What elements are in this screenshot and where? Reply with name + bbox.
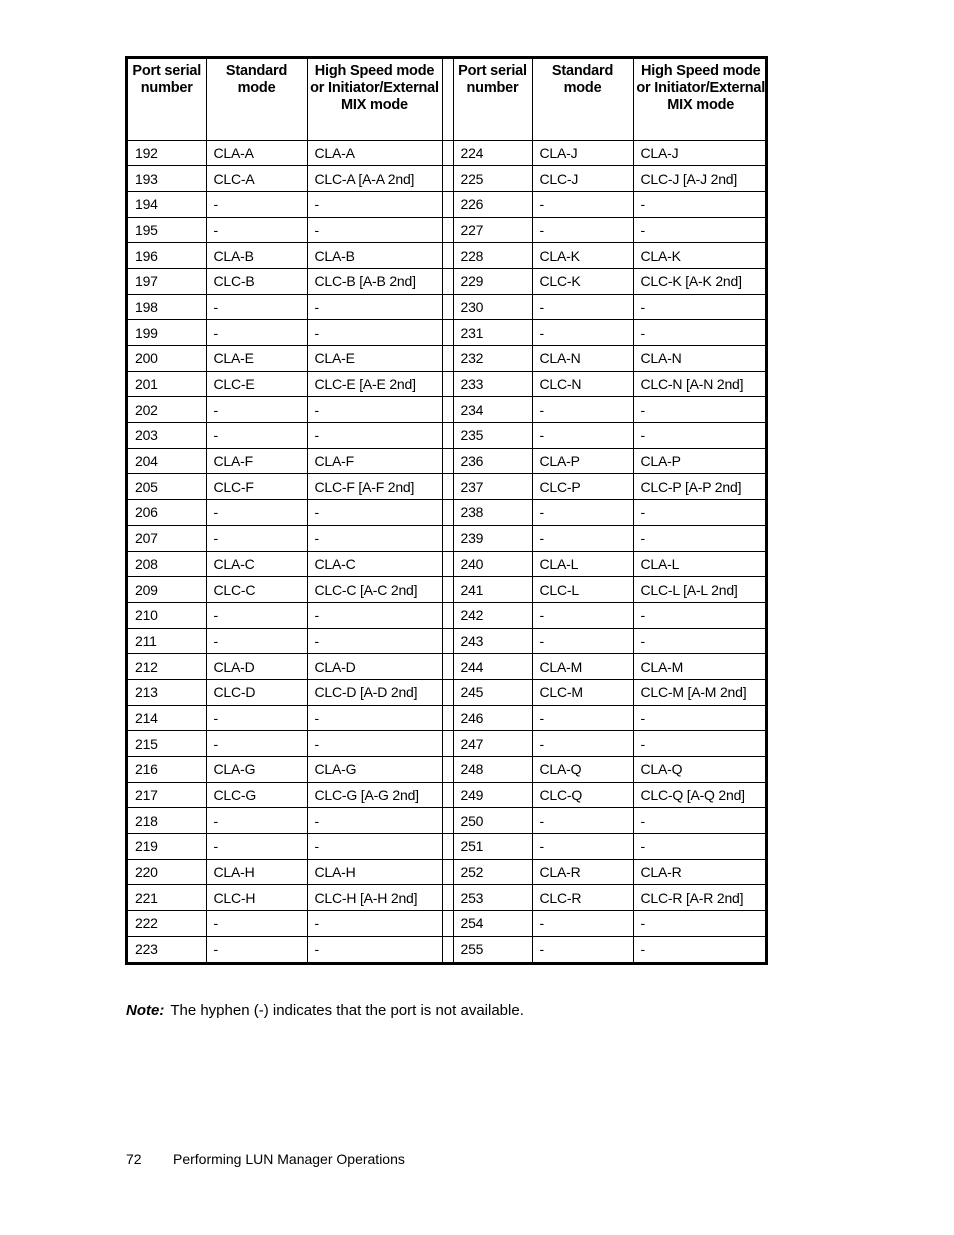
column-gap — [442, 757, 453, 783]
cell-high-speed-left: - — [307, 397, 442, 423]
cell-port-left: 215 — [128, 731, 206, 757]
cell-port-left: 202 — [128, 397, 206, 423]
cell-port-right: 241 — [453, 577, 532, 603]
table-row — [128, 191, 768, 217]
cell-standard-right: - — [532, 320, 633, 346]
cell-high-speed-right: - — [633, 705, 768, 731]
cell-high-speed-right: CLC-J [A-J 2nd] — [633, 166, 768, 192]
cell-high-speed-right: CLC-M [A-M 2nd] — [633, 679, 768, 705]
cell-port-right: 252 — [453, 859, 532, 885]
column-gap — [442, 166, 453, 192]
cell-high-speed-right: CLA-Q — [633, 757, 768, 783]
column-gap — [442, 628, 453, 654]
cell-high-speed-left: CLC-D [A-D 2nd] — [307, 679, 442, 705]
column-gap — [442, 654, 453, 680]
column-gap — [442, 423, 453, 449]
cell-standard-right: - — [532, 911, 633, 937]
cell-standard-left: - — [206, 191, 307, 217]
cell-port-left: 199 — [128, 320, 206, 346]
cell-port-left: 197 — [128, 268, 206, 294]
cell-port-right: 225 — [453, 166, 532, 192]
cell-port-left: 213 — [128, 679, 206, 705]
cell-high-speed-left: - — [307, 423, 442, 449]
cell-high-speed-left: - — [307, 834, 442, 860]
column-gap — [442, 679, 453, 705]
cell-standard-right: - — [532, 500, 633, 526]
cell-standard-right: CLC-K — [532, 268, 633, 294]
cell-port-left: 207 — [128, 525, 206, 551]
cell-standard-right: - — [532, 525, 633, 551]
cell-port-left: 194 — [128, 191, 206, 217]
cell-port-right: 230 — [453, 294, 532, 320]
page-number: 72 — [126, 1151, 142, 1167]
cell-high-speed-right: - — [633, 808, 768, 834]
cell-standard-right: CLC-R — [532, 885, 633, 911]
cell-port-left: 193 — [128, 166, 206, 192]
cell-standard-left: CLA-D — [206, 654, 307, 680]
cell-high-speed-left: CLC-G [A-G 2nd] — [307, 782, 442, 808]
cell-high-speed-left: - — [307, 320, 442, 346]
cell-standard-left: - — [206, 602, 307, 628]
table-row — [128, 500, 768, 526]
column-gap — [442, 705, 453, 731]
column-gap — [442, 320, 453, 346]
cell-standard-right: - — [532, 936, 633, 962]
cell-high-speed-right: - — [633, 217, 768, 243]
cell-port-right: 255 — [453, 936, 532, 962]
cell-standard-left: CLA-H — [206, 859, 307, 885]
table-row — [128, 243, 768, 269]
table-row — [128, 936, 768, 962]
cell-port-left: 211 — [128, 628, 206, 654]
cell-standard-left: - — [206, 294, 307, 320]
cell-standard-right: - — [532, 731, 633, 757]
cell-port-right: 247 — [453, 731, 532, 757]
cell-port-right: 234 — [453, 397, 532, 423]
cell-high-speed-left: CLA-F — [307, 448, 442, 474]
table-note — [126, 1002, 524, 1019]
cell-port-left: 204 — [128, 448, 206, 474]
cell-standard-right: CLA-N — [532, 346, 633, 372]
column-gap — [442, 217, 453, 243]
cell-standard-left: CLA-A — [206, 140, 307, 166]
table-row — [128, 268, 768, 294]
header-port-serial-left: Port serial number — [128, 59, 206, 140]
cell-standard-right: - — [532, 834, 633, 860]
cell-standard-left: - — [206, 320, 307, 346]
cell-high-speed-right: CLC-K [A-K 2nd] — [633, 268, 768, 294]
cell-standard-left: CLA-B — [206, 243, 307, 269]
cell-port-right: 237 — [453, 474, 532, 500]
cell-standard-left: CLC-B — [206, 268, 307, 294]
table-body — [128, 140, 768, 962]
column-gap — [442, 782, 453, 808]
cell-port-left: 201 — [128, 371, 206, 397]
cell-high-speed-right: - — [633, 628, 768, 654]
cell-standard-left: CLA-E — [206, 346, 307, 372]
cell-standard-right: CLA-L — [532, 551, 633, 577]
cell-high-speed-left: - — [307, 936, 442, 962]
note-label: Note: — [126, 1002, 165, 1019]
cell-port-right: 243 — [453, 628, 532, 654]
cell-port-left: 203 — [128, 423, 206, 449]
cell-port-right: 238 — [453, 500, 532, 526]
column-gap — [442, 474, 453, 500]
cell-high-speed-left: - — [307, 808, 442, 834]
cell-high-speed-left: - — [307, 705, 442, 731]
cell-port-left: 214 — [128, 705, 206, 731]
cell-high-speed-left: CLA-E — [307, 346, 442, 372]
cell-high-speed-left: - — [307, 628, 442, 654]
table-row — [128, 885, 768, 911]
cell-port-right: 239 — [453, 525, 532, 551]
table-row — [128, 140, 768, 166]
cell-standard-right: CLC-N — [532, 371, 633, 397]
footer-section-title: Performing LUN Manager Operations — [173, 1151, 405, 1167]
cell-port-left: 209 — [128, 577, 206, 603]
cell-standard-right: - — [532, 628, 633, 654]
cell-high-speed-right: CLA-L — [633, 551, 768, 577]
cell-standard-left: - — [206, 217, 307, 243]
cell-port-right: 246 — [453, 705, 532, 731]
column-gap — [442, 140, 453, 166]
cell-high-speed-right: - — [633, 525, 768, 551]
note-text: The hyphen (-) indicates that the port is not available. — [170, 1002, 524, 1019]
cell-standard-right: CLA-R — [532, 859, 633, 885]
cell-port-right: 229 — [453, 268, 532, 294]
cell-standard-left: - — [206, 628, 307, 654]
cell-standard-left: - — [206, 525, 307, 551]
cell-standard-left: CLC-C — [206, 577, 307, 603]
header-port-serial-right: Port serial number — [453, 59, 532, 140]
column-gap — [442, 602, 453, 628]
cell-high-speed-right: - — [633, 911, 768, 937]
cell-high-speed-left: CLC-A [A-A 2nd] — [307, 166, 442, 192]
cell-high-speed-right: CLA-M — [633, 654, 768, 680]
table-row — [128, 782, 768, 808]
table-row — [128, 371, 768, 397]
cell-port-left: 220 — [128, 859, 206, 885]
cell-high-speed-left: CLC-H [A-H 2nd] — [307, 885, 442, 911]
cell-high-speed-left: CLA-H — [307, 859, 442, 885]
cell-port-right: 236 — [453, 448, 532, 474]
cell-standard-left: CLA-G — [206, 757, 307, 783]
cell-high-speed-right: - — [633, 423, 768, 449]
column-gap — [442, 268, 453, 294]
cell-port-right: 248 — [453, 757, 532, 783]
cell-standard-right: CLC-L — [532, 577, 633, 603]
cell-standard-left: - — [206, 936, 307, 962]
cell-port-right: 254 — [453, 911, 532, 937]
cell-port-right: 231 — [453, 320, 532, 346]
port-table — [128, 59, 768, 962]
column-gap — [442, 371, 453, 397]
table-row — [128, 654, 768, 680]
cell-standard-left: - — [206, 731, 307, 757]
cell-port-right: 227 — [453, 217, 532, 243]
cell-standard-right: CLC-P — [532, 474, 633, 500]
column-gap — [442, 448, 453, 474]
cell-port-right: 245 — [453, 679, 532, 705]
cell-port-left: 198 — [128, 294, 206, 320]
cell-high-speed-left: - — [307, 294, 442, 320]
cell-high-speed-right: - — [633, 500, 768, 526]
table-row — [128, 757, 768, 783]
cell-port-left: 208 — [128, 551, 206, 577]
column-gap — [442, 834, 453, 860]
cell-port-left: 222 — [128, 911, 206, 937]
cell-standard-left: CLC-E — [206, 371, 307, 397]
cell-high-speed-right: - — [633, 834, 768, 860]
table-row — [128, 911, 768, 937]
column-gap — [442, 859, 453, 885]
table-row — [128, 320, 768, 346]
cell-port-right: 249 — [453, 782, 532, 808]
cell-standard-right: - — [532, 217, 633, 243]
cell-port-left: 217 — [128, 782, 206, 808]
cell-high-speed-right: CLA-R — [633, 859, 768, 885]
table-row — [128, 448, 768, 474]
cell-high-speed-left: - — [307, 602, 442, 628]
cell-high-speed-right: - — [633, 731, 768, 757]
cell-port-left: 192 — [128, 140, 206, 166]
cell-high-speed-left: CLA-A — [307, 140, 442, 166]
cell-high-speed-left: - — [307, 217, 442, 243]
table-row — [128, 474, 768, 500]
header-standard-mode-right: Standard mode — [532, 59, 633, 140]
cell-high-speed-right: - — [633, 294, 768, 320]
cell-high-speed-left: CLA-C — [307, 551, 442, 577]
column-gap — [442, 911, 453, 937]
cell-high-speed-right: - — [633, 936, 768, 962]
cell-high-speed-left: - — [307, 500, 442, 526]
cell-high-speed-right: - — [633, 191, 768, 217]
cell-high-speed-left: - — [307, 911, 442, 937]
cell-port-left: 216 — [128, 757, 206, 783]
table-row — [128, 705, 768, 731]
cell-port-right: 240 — [453, 551, 532, 577]
table-row — [128, 346, 768, 372]
cell-port-right: 226 — [453, 191, 532, 217]
cell-high-speed-left: CLC-C [A-C 2nd] — [307, 577, 442, 603]
column-gap — [442, 243, 453, 269]
table-row — [128, 834, 768, 860]
cell-port-left: 195 — [128, 217, 206, 243]
table-row — [128, 525, 768, 551]
cell-standard-left: - — [206, 500, 307, 526]
cell-port-right: 244 — [453, 654, 532, 680]
cell-high-speed-right: CLC-P [A-P 2nd] — [633, 474, 768, 500]
table-row — [128, 294, 768, 320]
cell-port-left: 200 — [128, 346, 206, 372]
table-row — [128, 859, 768, 885]
column-gap — [442, 346, 453, 372]
cell-standard-left: CLA-F — [206, 448, 307, 474]
cell-high-speed-right: CLC-N [A-N 2nd] — [633, 371, 768, 397]
cell-standard-right: - — [532, 294, 633, 320]
cell-standard-left: - — [206, 911, 307, 937]
cell-high-speed-right: CLC-L [A-L 2nd] — [633, 577, 768, 603]
cell-standard-left: CLC-H — [206, 885, 307, 911]
cell-standard-right: - — [532, 191, 633, 217]
cell-high-speed-left: - — [307, 525, 442, 551]
cell-high-speed-left: CLA-G — [307, 757, 442, 783]
column-gap — [442, 397, 453, 423]
column-gap — [442, 885, 453, 911]
cell-port-left: 210 — [128, 602, 206, 628]
cell-port-left: 206 — [128, 500, 206, 526]
page-footer — [126, 1151, 405, 1167]
cell-standard-left: CLC-A — [206, 166, 307, 192]
cell-port-right: 228 — [453, 243, 532, 269]
table-row — [128, 166, 768, 192]
cell-standard-left: - — [206, 705, 307, 731]
header-standard-mode-left: Standard mode — [206, 59, 307, 140]
cell-high-speed-left: CLC-E [A-E 2nd] — [307, 371, 442, 397]
table-row — [128, 577, 768, 603]
column-gap — [442, 808, 453, 834]
cell-port-right: 233 — [453, 371, 532, 397]
cell-port-left: 205 — [128, 474, 206, 500]
table-row — [128, 217, 768, 243]
cell-port-left: 219 — [128, 834, 206, 860]
header-gap — [442, 59, 453, 140]
cell-standard-left: CLC-D — [206, 679, 307, 705]
cell-port-right: 251 — [453, 834, 532, 860]
table-row — [128, 808, 768, 834]
table-row — [128, 731, 768, 757]
table-row — [128, 679, 768, 705]
cell-high-speed-right: CLA-P — [633, 448, 768, 474]
table-row — [128, 397, 768, 423]
column-gap — [442, 731, 453, 757]
cell-high-speed-left: CLA-B — [307, 243, 442, 269]
cell-standard-right: CLC-M — [532, 679, 633, 705]
cell-high-speed-right: CLA-N — [633, 346, 768, 372]
cell-standard-left: - — [206, 808, 307, 834]
cell-standard-right: CLA-M — [532, 654, 633, 680]
column-gap — [442, 525, 453, 551]
cell-high-speed-right: - — [633, 602, 768, 628]
cell-port-left: 218 — [128, 808, 206, 834]
cell-standard-left: CLA-C — [206, 551, 307, 577]
cell-standard-right: CLC-Q — [532, 782, 633, 808]
cell-standard-right: - — [532, 705, 633, 731]
column-gap — [442, 500, 453, 526]
cell-standard-left: CLC-G — [206, 782, 307, 808]
cell-standard-right: - — [532, 602, 633, 628]
cell-port-right: 253 — [453, 885, 532, 911]
table-row — [128, 602, 768, 628]
header-high-speed-mode-left: High Speed mode or Initiator/External MIX mode — [307, 59, 442, 140]
cell-high-speed-left: CLC-B [A-B 2nd] — [307, 268, 442, 294]
cell-port-right: 242 — [453, 602, 532, 628]
cell-port-right: 232 — [453, 346, 532, 372]
cell-port-left: 223 — [128, 936, 206, 962]
cell-standard-right: - — [532, 397, 633, 423]
cell-port-right: 250 — [453, 808, 532, 834]
cell-high-speed-right: CLC-Q [A-Q 2nd] — [633, 782, 768, 808]
cell-standard-left: CLC-F — [206, 474, 307, 500]
cell-high-speed-right: CLA-K — [633, 243, 768, 269]
cell-standard-right: CLA-P — [532, 448, 633, 474]
cell-standard-right: CLA-Q — [532, 757, 633, 783]
column-gap — [442, 551, 453, 577]
cell-high-speed-right: CLA-J — [633, 140, 768, 166]
cell-standard-right: CLA-K — [532, 243, 633, 269]
port-mode-table — [125, 56, 768, 965]
cell-high-speed-right: - — [633, 320, 768, 346]
cell-standard-right: CLA-J — [532, 140, 633, 166]
cell-high-speed-right: - — [633, 397, 768, 423]
header-high-speed-mode-right: High Speed mode or Initiator/External MIX mode — [633, 59, 768, 140]
cell-port-right: 224 — [453, 140, 532, 166]
cell-standard-left: - — [206, 397, 307, 423]
cell-port-left: 196 — [128, 243, 206, 269]
table-row — [128, 628, 768, 654]
table-row — [128, 551, 768, 577]
column-gap — [442, 191, 453, 217]
cell-high-speed-left: CLA-D — [307, 654, 442, 680]
cell-high-speed-left: - — [307, 731, 442, 757]
column-gap — [442, 294, 453, 320]
cell-standard-right: - — [532, 423, 633, 449]
cell-high-speed-left: - — [307, 191, 442, 217]
cell-high-speed-right: CLC-R [A-R 2nd] — [633, 885, 768, 911]
table-row — [128, 423, 768, 449]
cell-port-left: 212 — [128, 654, 206, 680]
column-gap — [442, 577, 453, 603]
cell-standard-left: - — [206, 423, 307, 449]
cell-port-right: 235 — [453, 423, 532, 449]
cell-standard-right: - — [532, 808, 633, 834]
column-gap — [442, 936, 453, 962]
cell-port-left: 221 — [128, 885, 206, 911]
cell-high-speed-left: CLC-F [A-F 2nd] — [307, 474, 442, 500]
cell-standard-right: CLC-J — [532, 166, 633, 192]
table-header-row — [128, 59, 768, 140]
cell-standard-left: - — [206, 834, 307, 860]
